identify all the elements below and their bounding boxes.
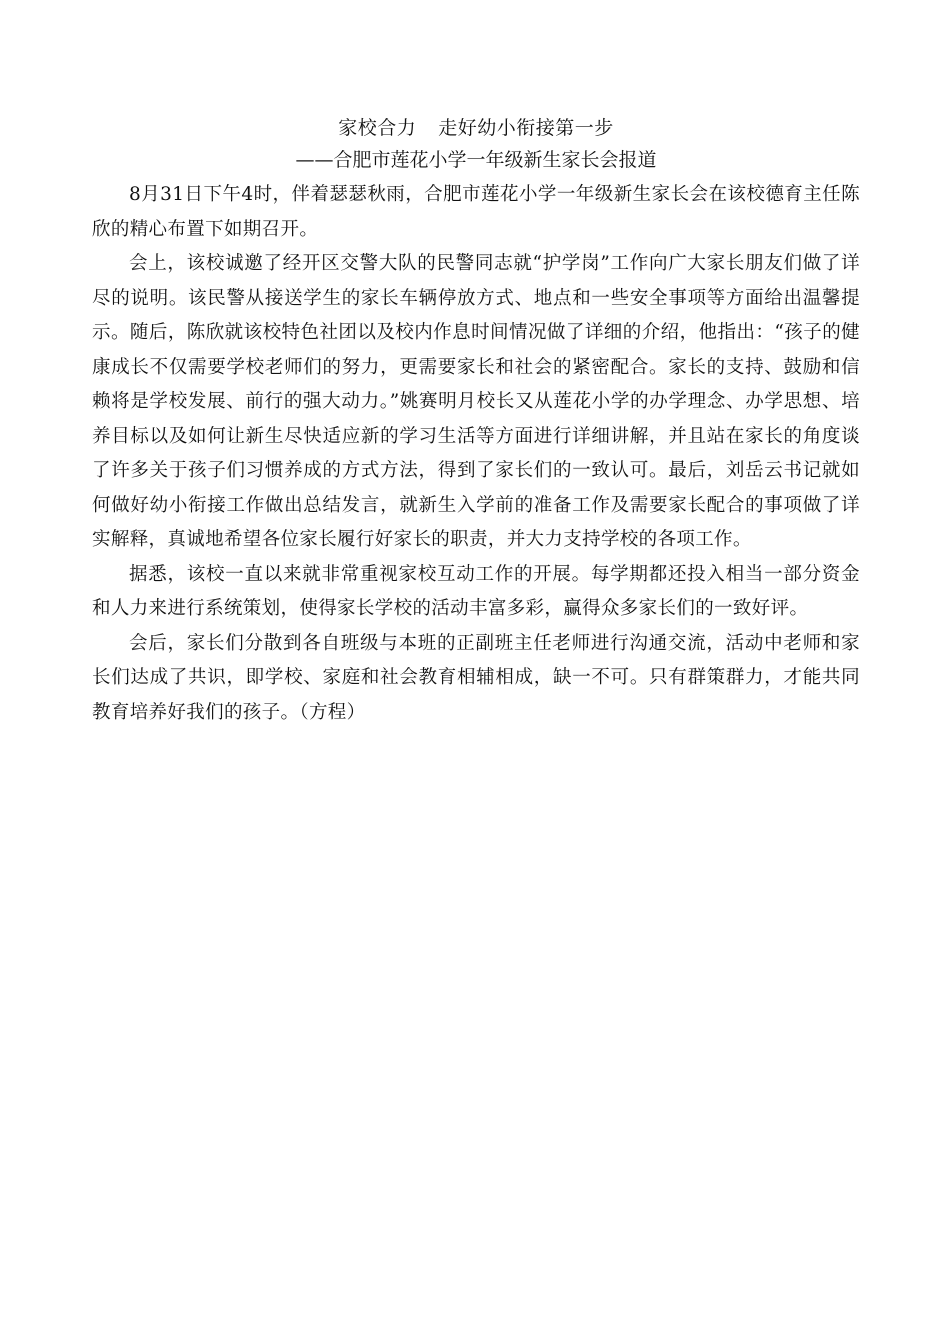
paragraph-2: 会上，该校诚邀了经开区交警大队的民警同志就“护学岗”工作向广大家长朋友们做了详尽的说明。该民警从接送学生的家长车辆停放方式、地点和一些安全事项等方面给出温馨提示。随后，陈欣就该校特色社团以及校内作息时间情况做了详细的介绍，他指出：“孩子的健康成长不仅需要学校老师们的努力，更需要家长和社会的紧密配合。家长的支持、鼓励和信赖将是学校发展、前行的强大动力。”姚赛明月校长又从莲花小学的办学理念、办学思想、培养目标以及如何让新生尽快适应新的学习生活等方面进行详细讲解，并且站在家长的角度谈了许多关于孩子们习惯养成的方式方法，得到了家长们的一致认可。最后，刘岳云书记就如何做好幼小衔接工作做出总结发言，就新生入学前的准备工作及需要家长配合的事项做了详实解释，真诚地希望各位家长履行好家长的职责，并大力支持学校的各项工作。 bbox=[92, 253, 860, 550]
article-title bbox=[92, 112, 860, 144]
paragraph-1: 8月31日下午4时，伴着瑟瑟秋雨，合肥市莲花小学一年级新生家长会在该校德育主任陈欣的精心布置下如期召开。 bbox=[92, 184, 860, 240]
article-title-part2: 走好幼小衔接第一步 bbox=[438, 117, 614, 139]
document-page bbox=[92, 112, 860, 730]
article-title-part1: 家校合力 bbox=[338, 117, 417, 139]
article-subtitle: ——合肥市莲花小学一年级新生家长会报道 bbox=[295, 149, 657, 171]
paragraph-4: 会后，家长们分散到各自班级与本班的正副班主任老师进行沟通交流，活动中老师和家长们达成了共识，即学校、家庭和社会教育相辅相成，缺一不可。只有群策群力，才能共同教育培养好我们的孩子。（方程） bbox=[92, 632, 860, 723]
paragraph-3: 据悉，该校一直以来就非常重视家校互动工作的开展。每学期都还投入相当一部分资金和人力来进行系统策划，使得家长学校的活动丰富多彩，赢得众多家长们的一致好评。 bbox=[92, 563, 860, 619]
